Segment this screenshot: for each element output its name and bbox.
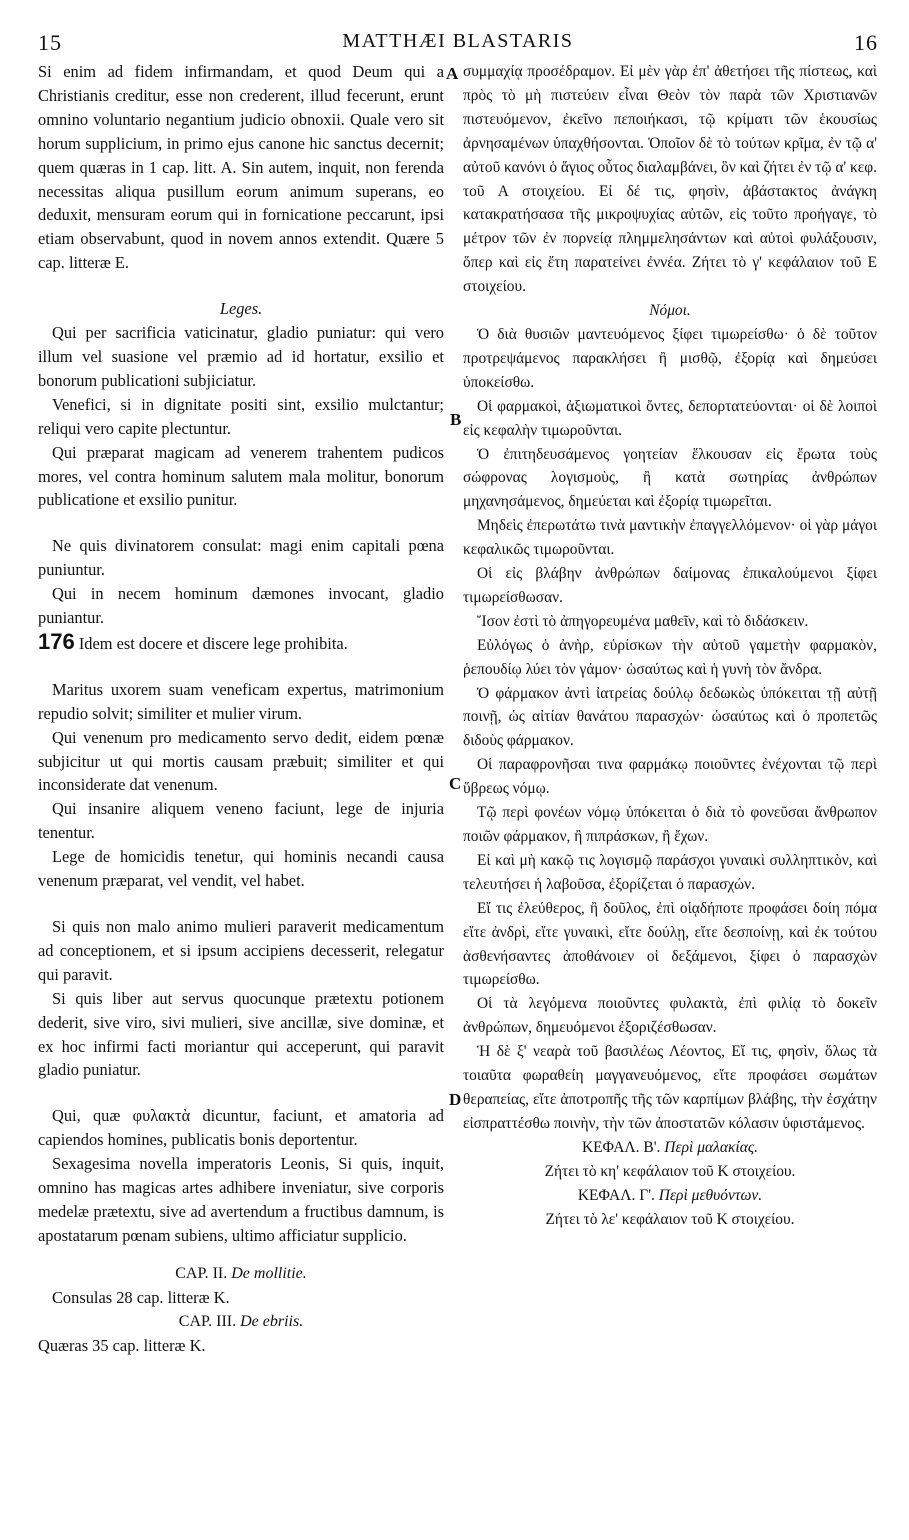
chapter-subject: Περὶ μεθυόντων. xyxy=(658,1186,763,1204)
latin-paragraph: Lege de homicidis tenetur, qui hominis necandi causa venenum præparat, vel vendit, vel habet. xyxy=(38,847,444,891)
running-header xyxy=(38,30,878,60)
latin-paragraph: Qui insanire aliquem veneno faciunt, lege de injuria tenentur. xyxy=(38,799,444,843)
page-number-left: 15 xyxy=(38,30,62,55)
greek-paragraph: συμμαχίᾳ προσέδραμον. Εἰ μὲν γὰρ ἐπ' ἀθετήσει τῆς πίστεως, καὶ πρὸς τὸ μὴ πιστεύειν εἶναι Θεὸν τὸν παρὰ τῶν Χριστιανῶν πιστευόμενον, ἐκεῖνο πεποιήκασι, τῷ κρίματι τῶν ἑκουσίως ἀρνησαμένων ὑπαχθήσονται. Ὁποῖον δὲ τὸ τούτων κρῖμα, ἐν τῷ α' αὐτοῦ κανόνι ὁ ἅγιος οὗτος διαλαμβάνει, ὃν καὶ ζήτει ἐν τῷ α' κεφ. τοῦ Α στοιχείου. Εἰ δέ τις, φησὶν, ἀβάστακτος ἀνάγκη κατακρατήσασα τῆς μικροψυχίας αὐτῶν, εἰς τοῦτο προήγαγε, τὸ μέτρον τῶν ἐν πορνείᾳ πλημμελησάντων καὶ αὐτοὶ φυλάξουσιν, ὅπερ καὶ εἰς ἔτη παρατείνει ἐννέα. Ζήτει τὸ γ' κεφάλαιον τοῦ Ε στοιχείου. xyxy=(463,63,877,296)
greek-paragraph: Οἱ παραφρονῆσαι τινα φαρμάκῳ ποιοῦντες ἐνέχονται τῷ περὶ ὕβρεως νόμῳ. xyxy=(463,756,877,798)
latin-paragraph: Maritus uxorem suam veneficam expertus, matrimonium repudio solvit; similiter et mulier virum. xyxy=(38,679,444,723)
latin-paragraph: Si quis non malo animo mulieri paraverit medicamentum ad conceptionem, et si ipsum accipiens decesserit, relegatur qui paravit. xyxy=(38,917,444,984)
margin-letter-a: A xyxy=(446,64,459,83)
greek-chapter-3-ref: Ζήτει τὸ λε' κεφάλαιον τοῦ Κ στοιχείου. xyxy=(545,1210,795,1228)
latin-chapter-3-ref: Quæras 35 cap. litteræ K. xyxy=(38,1335,206,1355)
column-number: 176 xyxy=(38,628,75,654)
chapter-subject: De mollitie. xyxy=(231,1264,307,1282)
greek-paragraph: Εἰ καὶ μὴ κακῷ τις λογισμῷ παράσχοι γυναικὶ συλληπτικὸν, καὶ τελευτήσει ἡ λαβοῦσα, ἐξορίζεται ὁ παρασχών. xyxy=(463,851,877,893)
greek-paragraph: Ὁ διὰ θυσιῶν μαντευόμενος ξίφει τιμωρείσθω· ὁ δὲ τοῦτον προτρεψάμενος παρακλήσει ἢ μισθῷ, ἐξορίᾳ καὶ δημεύσει ὑποκείσθω. xyxy=(463,325,877,391)
latin-paragraph: Si enim ad fidem infirmandam, et quod Deum qui a Christianis creditur, esse non crederent, illud fecerunt, erunt omnino voluntario negantium judicio obnoxii. Quale vero sit horum supplicium, in primo ejus canone hic sanctus decernit; quem quæras in 1 cap. litt. A. Sin autem, inquit, non ferenda necessitas aliqua pusillum eorum animum superans, eo deduxit, mensuram eorum qui in fornicatione peccarunt, ipsi etiam observabunt, quod in novem annos extendit. Quære 5 cap. litteræ E. xyxy=(38,62,444,273)
chapter-subject: Περὶ μαλακίας. xyxy=(664,1138,759,1156)
greek-paragraph: Ὁ ἐπιτηδευσάμενος γοητείαν ἕλκουσαν εἰς ἔρωτα τοὺς σώφρονας λογισμοὺς, ἢ κατὰ σωτηρίας ἀνθρώπων μηχανησάμενος, δημεύεται καὶ ἐξορίᾳ τιμωρεῖται. xyxy=(463,445,877,511)
greek-column xyxy=(463,60,877,1231)
greek-paragraph: Εὐλόγως ὁ ἀνὴρ, εὑρίσκων τὴν αὐτοῦ γαμετὴν φαρμακὸν, ῥεπουδίῳ λύει τὸν γάμον· ὡσαύτως καὶ ἡ γυνὴ τὸν ἄνδρα. xyxy=(463,636,877,678)
margin-letter-d: D xyxy=(449,1090,462,1109)
margin-letter-b: B xyxy=(450,410,462,429)
latin-paragraph-numbered xyxy=(38,630,444,656)
greek-paragraph: Μηδεὶς ἐπερωτάτω τινὰ μαντικὴν ἐπαγγελλόμενον· οἱ γὰρ μάγοι κεφαλικῶς τιμωροῦνται. xyxy=(463,517,877,559)
latin-chapter-2-ref: Consulas 28 cap. litteræ K. xyxy=(52,1287,230,1307)
greek-paragraph: Ἴσον ἐστὶ τὸ ἀπηγορευμένα μαθεῖν, καὶ τὸ διδάσκειν. xyxy=(477,612,809,630)
greek-paragraph: Οἱ φαρμακοὶ, ἀξιωματικοὶ ὄντες, δεπορτατεύονται· οἱ δὲ λοιποὶ εἰς κεφαλὴν τιμωροῦνται. xyxy=(463,397,877,439)
greek-chapter-2-heading xyxy=(463,1136,877,1160)
chapter-label: ΚΕΦΑΛ. Γ'. xyxy=(577,1186,655,1204)
page-number-right: 16 xyxy=(854,30,878,55)
latin-heading-leges: Leges. xyxy=(219,299,263,319)
running-title: MATTHÆI BLASTARIS xyxy=(342,30,574,52)
latin-paragraph: Qui venenum pro medicamento servo dedit, eidem pœnæ subjicitur ut qui mortis causam præbuit; similiter et qui inconsiderate dat venenum. xyxy=(38,727,444,795)
margin-letter-c: C xyxy=(449,774,462,793)
latin-paragraph: Qui, quæ φυλακτὰ dicuntur, faciunt, et amatoria ad capiendos homines, publicatis bonis deportentur. xyxy=(38,1106,444,1150)
chapter-label: CAP. II. xyxy=(175,1264,228,1282)
latin-chapter-2-heading xyxy=(38,1262,444,1286)
greek-paragraph: Οἱ τὰ λεγόμενα ποιοῦντες φυλακτὰ, ἐπὶ φιλίᾳ τὸ δοκεῖν ἀνθρώπων, δημευόμενοι ἐξοριζέσθωσαν. xyxy=(463,995,877,1037)
greek-chapter-2-ref: Ζήτει τὸ κη' κεφάλαιον τοῦ Κ στοιχείου. xyxy=(544,1162,796,1180)
chapter-label: CAP. III. xyxy=(178,1312,237,1330)
greek-paragraph: Ἡ δὲ ξ' νεαρὰ τοῦ βασιλέως Λέοντος, Εἴ τις, φησὶν, ὅλως τὰ τοιαῦτα φωραθείη μαγγανευόμενος, εἴτε προφάσει σωμάτων θεραπείας, εἴτε ἀποτροπῆς τῆς τῶν καρπίμων βλάβης, τὴν ἐσχάτην εἰσπραττέσθω ποινὴν, τὴν τῶν ἀποστατῶν κόλασιν ὑφιστάμενος. xyxy=(463,1043,877,1132)
greek-paragraph: Οἱ εἰς βλάβην ἀνθρώπων δαίμονας ἐπικαλούμενοι ξίφει τιμωρείσθωσαν. xyxy=(463,565,877,606)
latin-paragraph: Qui in necem hominum dæmones invocant, gladio puniantur. xyxy=(38,584,444,628)
latin-chapter-3-heading xyxy=(38,1310,444,1334)
latin-paragraph: Venefici, si in dignitate positi sint, exsilio mulctantur; reliqui vero capite plectuntur. xyxy=(38,394,444,438)
latin-paragraph: Qui per sacrificia vaticinatur, gladio puniatur: qui vero illum vel suasione vel præmio ad id hortatur, exsilio et bonorum publicationi subjiciatur. xyxy=(38,323,444,390)
greek-chapter-3-heading xyxy=(463,1184,877,1208)
chapter-label: ΚΕΦΑΛ. Β'. xyxy=(581,1138,661,1156)
latin-paragraph: Sexagesima novella imperatoris Leonis, Si quis, inquit, omnino has magicas artes adhibere inveniatur, sive corporis medelæ prætextu, sive ad avertendum a fructibus damnum, is apostatarum pœnam subiens, ultimo afficiatur supplicio. xyxy=(38,1154,444,1245)
greek-paragraph: Ὁ φάρμακον ἀντὶ ἰατρείας δούλῳ δεδωκὼς ὑπόκειται τῇ αὐτῇ ποινῇ, ὡς αἰτίαν θανάτου παρασχών· ὡσαύτως καὶ ὁ προπετῶς διδοὺς φάρμακον. xyxy=(463,684,877,750)
greek-heading-nomoi: Νόμοι. xyxy=(649,302,691,320)
latin-paragraph: Si quis liber aut servus quocunque prætextu potionem dederit, sive viro, sivi mulieri, sive ancillæ, sive dominæ, et ex hoc infirmi facti moriantur qui acceperunt, qui paravit gladio puniatur. xyxy=(38,988,444,1080)
greek-paragraph: Τῷ περὶ φονέων νόμῳ ὑπόκειται ὁ διὰ τὸ φονεῦσαι ἄνθρωπον ποιῶν φάρμακον, ἢ πιπράσκων, ἢ ἔχων. xyxy=(463,804,877,845)
latin-paragraph-text: Idem est docere et discere lege prohibita. xyxy=(78,633,348,653)
greek-paragraph: Εἴ τις ἐλεύθερος, ἢ δοῦλος, ἐπὶ οἱᾳδήποτε προφάσει δοίη πόμα εἴτε ἀνδρὶ, εἴτε γυναικὶ, εἴτε δούλῃ, εἴτε δεσποίνῃ, καὶ ἐκ τούτου ἀσθενήσαντες ἀποθάνοιεν οἱ δεξάμενοι, ξίφει ὁ παρασχὼν τιμωρείσθω. xyxy=(463,899,877,989)
chapter-subject: De ebriis. xyxy=(240,1312,304,1330)
latin-paragraph: Qui præparat magicam ad venerem trahentem pudicos mores, vel contra hominum salutem mala molitur, bonorum publicatione et exsilio punitur. xyxy=(38,442,444,510)
latin-column xyxy=(38,60,444,1357)
latin-paragraph: Ne quis divinatorem consulat: magi enim capitali pœna puniuntur. xyxy=(38,536,444,580)
